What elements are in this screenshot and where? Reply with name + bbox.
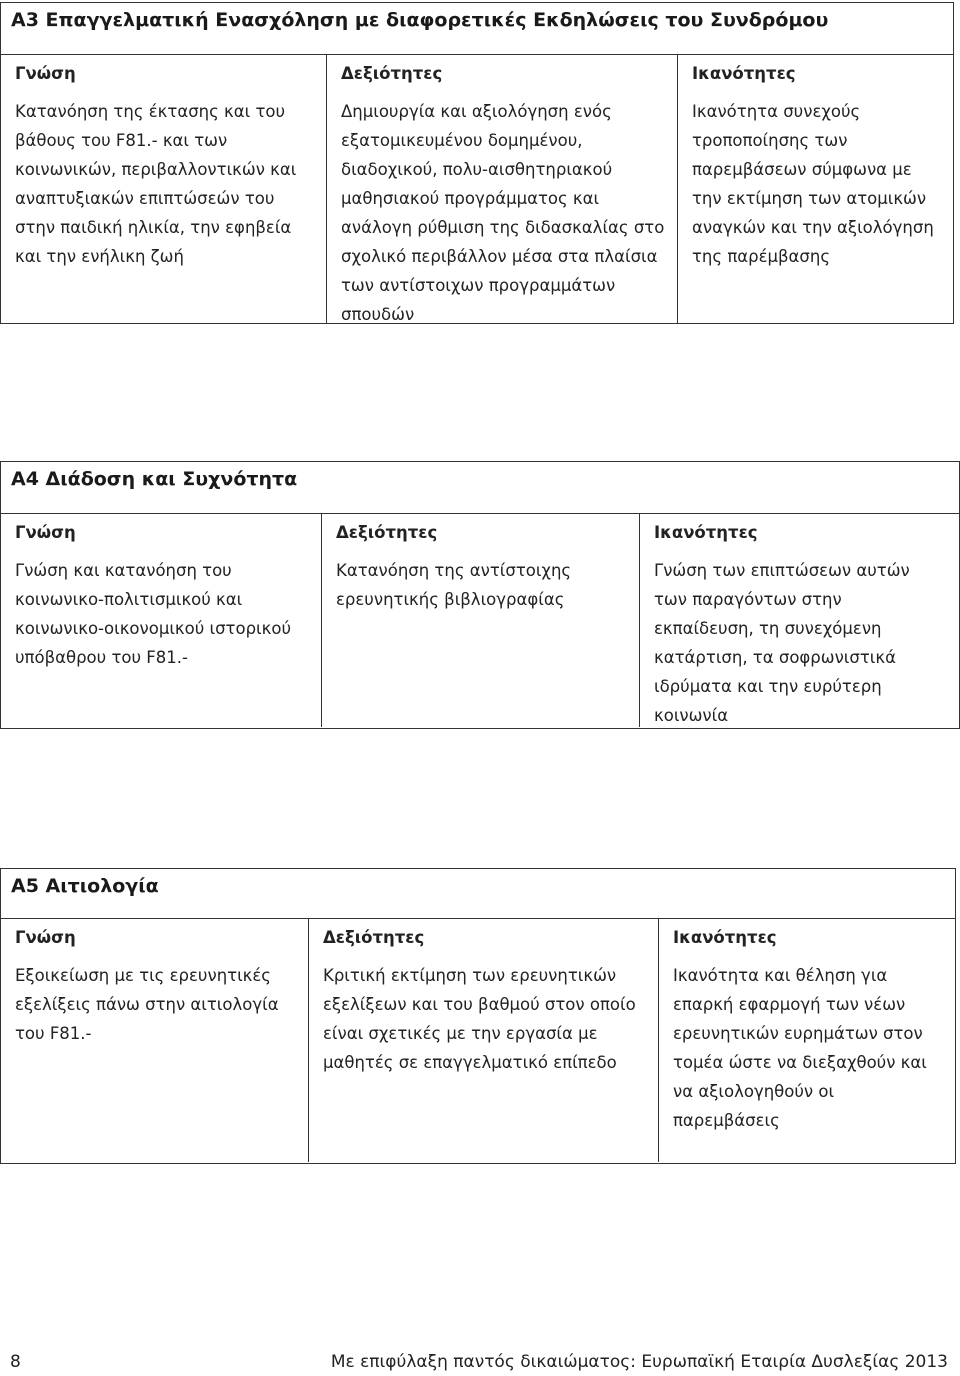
section-a5-table <box>0 868 956 1164</box>
section-a4-table <box>0 461 960 729</box>
a5-knowledge-column <box>1 919 308 1162</box>
a5-skills-column <box>308 919 658 1162</box>
copyright-notice: Με επιφύλαξη παντός δικαιώματος: Ευρωπαϊκή Εταιρία Δυσλεξίας 2013 <box>330 1352 948 1372</box>
a3-knowledge-text: Κατανόηση της έκτασης και του βάθους του F81.- και των κοινωνικών, περιβαλλοντικών και αναπτυξιακών επιπτώσεών του στην παιδική ηλικία, την εφηβεία και την ενήλικη ζωή <box>15 102 297 266</box>
a3-knowledge-column <box>1 55 326 323</box>
a5-skills-heading: Δεξιότητες <box>323 928 425 947</box>
a4-competences-heading: Ικανότητες <box>654 523 758 542</box>
a3-competences-text: Ικανότητα συνεχούς τροποποίησης των παρεμβάσεων σύμφωνα με την εκτίμηση των ατομικών αναγκών και την αξιολόγηση της παρέμβασης <box>692 102 934 266</box>
a4-skills-column <box>321 514 639 727</box>
page-number: 8 <box>10 1352 21 1372</box>
a5-competences-heading: Ικανότητες <box>673 928 777 947</box>
a5-skills-text: Κριτική εκτίμηση των ερευνητικών εξελίξεων και του βαθμού στον οποίο είναι σχετικές με την εργασία με μαθητές σε επαγγελματικό επίπεδο <box>323 966 636 1072</box>
a4-skills-heading: Δεξιότητες <box>336 523 438 542</box>
a3-knowledge-heading: Γνώση <box>15 64 76 83</box>
a3-skills-column <box>326 55 677 323</box>
a4-knowledge-text: Γνώση και κατανόηση του κοινωνικο-πολιτισμικού και κοινωνικο-οικονομικού ιστορικού υπόβαθρου του F81.- <box>15 561 292 667</box>
a4-skills-text: Κατανόηση της αντίστοιχης ερευνητικής βιβλιογραφίας <box>336 561 572 609</box>
a4-knowledge-column <box>1 514 321 727</box>
section-a3-title: Α3 Επαγγελματική Ενασχόληση με διαφορετικές Εκδηλώσεις του Συνδρόμου <box>1 3 953 55</box>
page-footer <box>10 1352 948 1376</box>
a5-knowledge-text: Εξοικείωση με τις ερευνητικές εξελίξεις πάνω στην αιτιολογία του F81.- <box>15 966 279 1043</box>
section-a3-table <box>0 2 954 324</box>
a4-competences-column <box>639 514 958 727</box>
a5-knowledge-heading: Γνώση <box>15 928 76 947</box>
a4-knowledge-heading: Γνώση <box>15 523 76 542</box>
section-a5-title: Α5 Αιτιολογία <box>1 869 955 919</box>
a5-competences-text: Ικανότητα και θέληση για επαρκή εφαρμογή των νέων ερευνητικών ευρημάτων στον τομέα ώστε να διεξαχθούν και να αξιολογηθούν οι παρεμβάσεις <box>673 966 927 1130</box>
a4-competences-text: Γνώση των επιπτώσεων αυτών των παραγόντων στην εκπαίδευση, τη συνεχόμενη κατάρτιση, τα σοφρωνιστικά ιδρύματα και την ευρύτερη κοινωνία <box>654 561 910 725</box>
a3-skills-heading: Δεξιότητες <box>341 64 443 83</box>
a5-competences-column <box>658 919 954 1162</box>
a3-competences-heading: Ικανότητες <box>692 64 796 83</box>
section-a4-title: Α4 Διάδοση και Συχνότητα <box>1 462 959 514</box>
a3-competences-column <box>677 55 952 323</box>
a3-skills-text: Δημιουργία και αξιολόγηση ενός εξατομικευμένου δομημένου, διαδοχικού, πολυ-αισθητηριακού μαθησιακού προγράμματος και ανάλογη ρύθμιση της διδασκαλίας στο σχολικό περιβάλλον μέσα στα πλαίσια των αντίστοιχων προγραμμάτων σπουδών <box>341 102 665 324</box>
